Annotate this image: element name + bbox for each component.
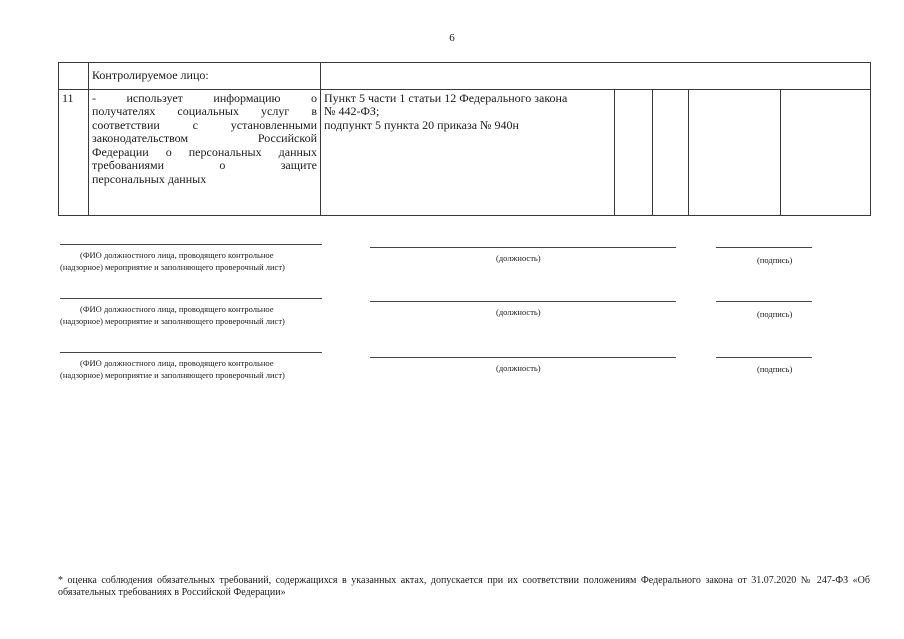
- requirement-line: Федерации о персональных данных: [92, 144, 317, 159]
- answer-cell-yes: [615, 89, 653, 215]
- requirement-line: - использует информацию о: [92, 90, 317, 105]
- name-caption: (надзорное) мероприятие и заполняющего проверочный лист): [60, 370, 285, 380]
- requirement-line: требованиями о защите: [92, 158, 317, 172]
- position-caption: (должность): [496, 363, 541, 373]
- row-number: 11: [59, 89, 89, 215]
- answer-cell-no: [653, 89, 689, 215]
- table-row: [59, 89, 871, 215]
- page-number: 6: [449, 32, 455, 44]
- position-line: [370, 357, 676, 358]
- legal-basis-line: подпункт 5 пункта 20 приказа № 940н: [324, 117, 519, 132]
- position-line: [370, 301, 676, 302]
- legal-basis-text: [321, 89, 615, 215]
- signature-line: [716, 301, 812, 302]
- requirement-line: соответствии с установленными: [92, 117, 317, 132]
- signature-caption: (подпись): [757, 364, 793, 374]
- signature-line: [716, 357, 812, 358]
- signature-caption: (подпись): [757, 309, 793, 319]
- name-caption: (ФИО должностного лица, проводящего контрольное: [80, 250, 274, 260]
- note-cell: [781, 89, 871, 215]
- requirement-line: получателях социальных услуг в: [92, 104, 317, 118]
- empty-number-cell: [59, 63, 89, 90]
- position-caption: (должность): [496, 307, 541, 317]
- empty-header-cell: [321, 63, 871, 90]
- signature-block: [0, 244, 904, 284]
- position-caption: (должность): [496, 253, 541, 263]
- footnote: * оценка соблюдения обязательных требований, содержащихся в указанных актах, допускается при их соответствии положениям Федерального закона от 31.07.2020 № 247-ФЗ «Об обязательных требованиях в Российской Федерации»: [58, 575, 870, 598]
- name-line: [60, 352, 322, 353]
- requirement-text: [89, 89, 321, 215]
- signature-block: [0, 298, 904, 338]
- name-line: [60, 244, 322, 245]
- requirement-line: законодательством Российской: [92, 131, 317, 145]
- position-line: [370, 247, 676, 248]
- answer-cell-na: [689, 89, 781, 215]
- name-caption: (ФИО должностного лица, проводящего контрольное: [80, 358, 274, 368]
- table-header-row: [59, 63, 871, 90]
- checklist-table: [58, 62, 871, 216]
- name-line: [60, 298, 322, 299]
- requirement-line: персональных данных: [92, 171, 207, 186]
- signature-caption: (подпись): [757, 255, 793, 265]
- controlled-person-label: Контролируемое лицо:: [89, 63, 321, 90]
- name-caption: (надзорное) мероприятие и заполняющего проверочный лист): [60, 262, 285, 272]
- signature-block: [0, 352, 904, 392]
- legal-basis-line: Пункт 5 части 1 статьи 12 Федерального закона: [324, 90, 568, 105]
- name-caption: (надзорное) мероприятие и заполняющего проверочный лист): [60, 316, 285, 326]
- legal-basis-line: № 442-ФЗ;: [324, 104, 380, 118]
- signature-line: [716, 247, 812, 248]
- name-caption: (ФИО должностного лица, проводящего контрольное: [80, 304, 274, 314]
